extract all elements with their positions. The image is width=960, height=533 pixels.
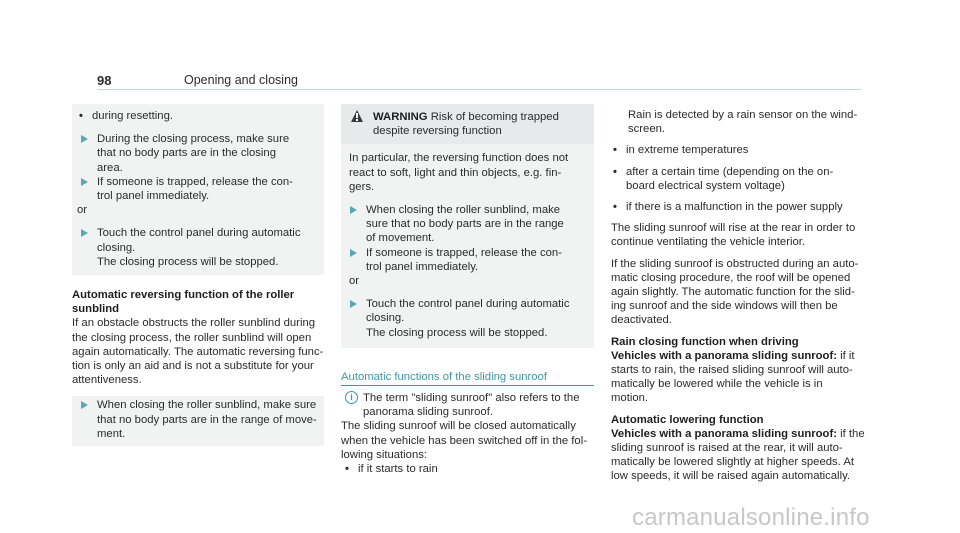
paragraph: Vehicles with a panorama sliding sunroof: if it starts to rain, the raised sliding sunroof will auto- matically be lowered while the vehicle is in motion. <box>611 349 855 405</box>
instruction-box <box>72 104 324 275</box>
paragraph: Rain is detected by a rain sensor on the wind- screen. <box>628 109 858 136</box>
header-rule <box>97 89 861 90</box>
list-item: • after a certain time (depending on the on- board electrical system voltage) <box>611 165 865 193</box>
arrow-icon <box>81 135 88 143</box>
or-label: or <box>77 204 88 217</box>
step-item: If someone is trapped, release the con- trol panel immediately. <box>341 246 594 274</box>
warning-text: In particular, the reversing function does not react to soft, light and thin objects, e.g. fin- gers. <box>349 152 569 193</box>
step-item: When closing the roller sunblind, make sure that no body parts are in the range of movement. <box>341 203 594 246</box>
arrow-icon <box>81 401 88 409</box>
paragraph: The sliding sunroof will be closed automatically when the vehicle has been switched off in the fol- lowing situations: <box>341 420 587 461</box>
watermark: carmanualsonline.info <box>632 504 870 531</box>
column-2 <box>341 104 594 476</box>
page-number: 98 <box>97 73 112 88</box>
paragraph: The sliding sunroof will rise at the rear in order to continue ventilating the vehicle interior. <box>611 222 856 249</box>
section-heading: Automatic functions of the sliding sunroof <box>341 370 594 386</box>
arrow-icon <box>81 178 88 186</box>
step-item: When closing the roller sunblind, make sure that no body parts are in the range of move- ment. <box>72 396 324 446</box>
warning-header: WARNING Risk of becoming trapped despite reversing function <box>341 104 594 144</box>
arrow-icon <box>350 206 357 214</box>
paragraph: If the sliding sunroof is obstructed during an auto- matic closing procedure, the roof will be opened again slightly. The automatic function for the slid- ing sunroof and the side windows will then be deactivated. <box>611 257 859 327</box>
list-item: • during resetting. <box>77 109 324 123</box>
step-item: Touch the control panel during automatic closing. The closing process will be stopped. <box>341 297 594 340</box>
column-3 <box>611 108 865 484</box>
list-item: • in extreme temperatures <box>611 143 865 157</box>
arrow-icon <box>350 300 357 308</box>
arrow-icon <box>350 249 357 257</box>
or-label: or <box>349 275 360 288</box>
step-item: If someone is trapped, release the con- trol panel immediately. <box>72 175 324 203</box>
section-heading: Automatic reversing function of the roller sunblind <box>72 289 295 316</box>
warning-icon <box>351 110 363 122</box>
section-title: Opening and closing <box>184 73 298 87</box>
warning-box <box>341 104 594 348</box>
paragraph: Vehicles with a panorama sliding sunroof: if the sliding sunroof is raised at the rear, it will auto- matically be lowered slightly at higher speeds. At low speeds, it will be raised again automatically. <box>611 427 865 483</box>
info-icon: i <box>345 391 358 404</box>
column-1 <box>72 104 324 446</box>
arrow-icon <box>81 229 88 237</box>
subheading: Rain closing function when driving <box>611 335 799 348</box>
step-item: Touch the control panel during automatic closing. The closing process will be stopped. <box>72 226 324 269</box>
note: i The term "sliding sunroof" also refers to the panorama sliding sunroof. <box>341 391 594 419</box>
step-item: During the closing process, make sure that no body parts are in the closing area. <box>72 132 324 175</box>
list-item: • if there is a malfunction in the power supply <box>611 200 865 214</box>
subheading: Automatic lowering function <box>611 413 764 426</box>
list-item: • if it starts to rain <box>343 462 594 476</box>
paragraph: If an obstacle obstructs the roller sunblind during the closing process, the roller sunblind will open again automatically. The automatic reversing func- tion is only an aid and is not a substitute for your attentiveness. <box>72 317 324 387</box>
